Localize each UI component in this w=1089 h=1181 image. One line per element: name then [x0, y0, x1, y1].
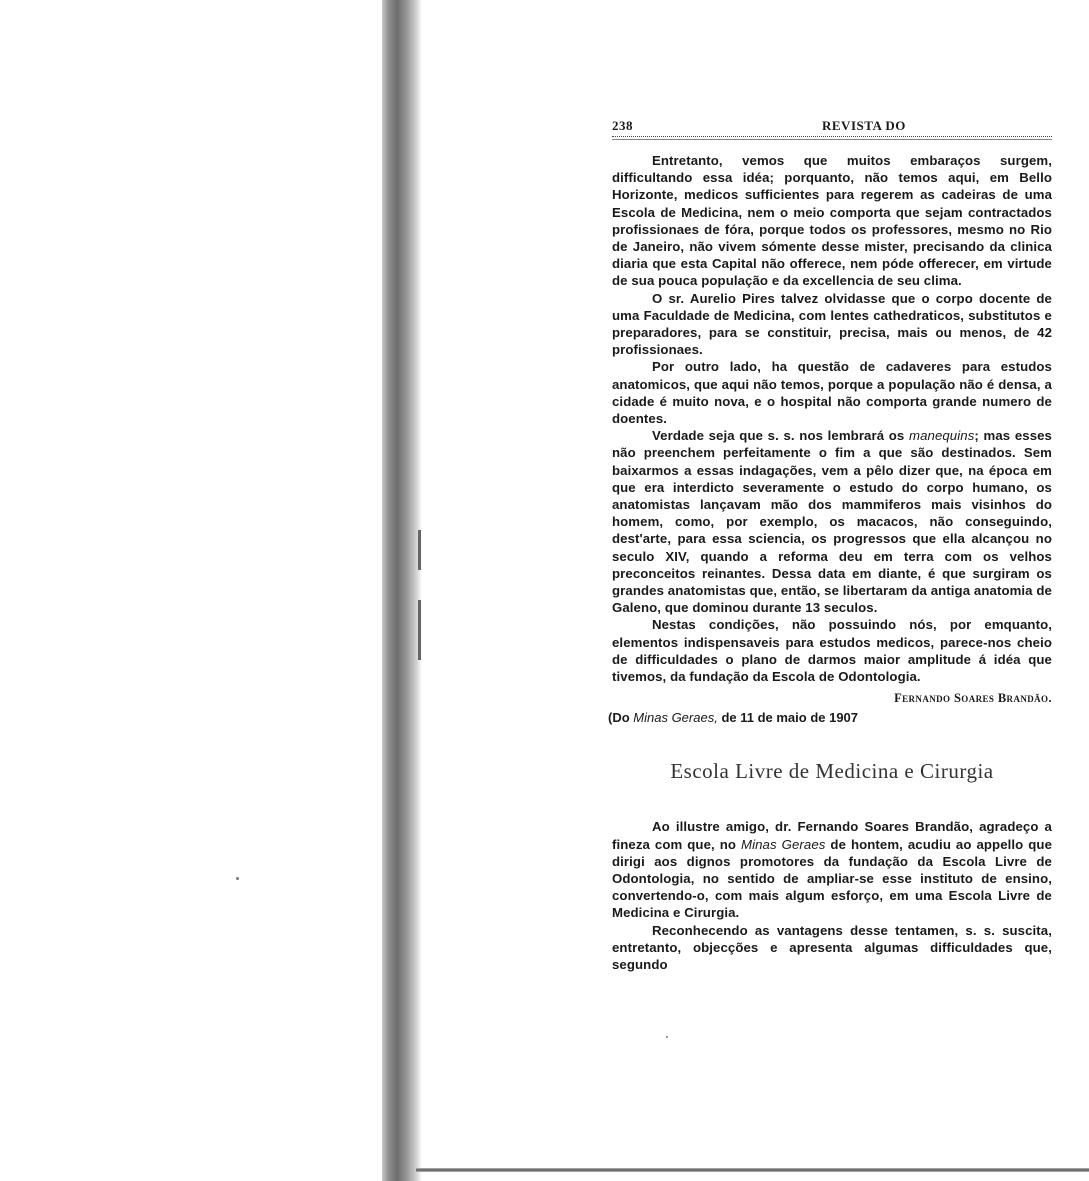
gutter-mark	[418, 600, 421, 660]
italic-term: Minas Geraes,	[633, 710, 718, 726]
header-rule	[612, 136, 1052, 140]
page-number: 238	[612, 118, 633, 133]
text-run: de hontem, acudiu ao appello que dirigi aos dignos promotores da fundação da Escola Livre de Odontologia, no sentido de ampliar-se esse instituto de ensino, convertendo-o, com mais algum esforço, em uma Escola Livre de Medicina e Cirurgia.	[612, 836, 1053, 921]
scan-speck	[666, 1036, 668, 1038]
source-citation	[608, 710, 1052, 725]
paragraph: Nestas condições, não possuindo nós, por emquanto, elementos indispensaveis para estudos medicos, parece-nos cheio de difficuldades o plano de darmos maior amplitude á idéa que tivemos, da fundação da Escola de Odontologia.	[612, 617, 1052, 685]
gutter-shadow	[416, 0, 422, 1181]
italic-term: manequins	[908, 428, 975, 444]
text-run: de 11 de maio de 1907	[717, 710, 859, 726]
book-page	[608, 116, 1053, 973]
paragraph: Por outro lado, ha questão de cadaveres para estudos anatomicos, que aqui não temos, porque a população não é densa, a cidade é muito nova, e o hospital não comporta grande numero de doentes.	[612, 359, 1052, 427]
section-title: Escola Livre de Medicina e Cirurgia	[670, 759, 994, 784]
text-run: (Do	[608, 710, 634, 726]
running-title: REVISTA DO	[822, 118, 906, 133]
italic-term: Minas Geraes	[741, 836, 826, 852]
running-header	[612, 116, 1052, 134]
scan-speck	[236, 877, 239, 880]
paragraph: O sr. Aurelio Pires talvez olvidasse que o corpo docente de uma Faculdade de Medicina, com lentes cathedraticos, substitutos e preparadores, para se constituir, precisa, mais ou menos, de 42 profissionaes.	[612, 290, 1052, 358]
paragraph: Reconhecendo as vantagens desse tentamen, s. s. suscita, entretanto, objecções e apresenta algumas difficuldades que, segundo	[612, 922, 1052, 972]
article-2	[612, 818, 1052, 973]
text-run: Verdade seja que s. s. nos lembrará os	[652, 428, 909, 444]
paragraph	[612, 427, 1052, 616]
text-run: Ao illustre amigo, dr. Fernando Soares Brandão, agradeço a fineza com que, no	[612, 819, 1052, 852]
paragraph: Entretanto, vemos que muitos embaraços surgem, difficultando essa idéa; porquanto, não temos aqui, em Bello Horizonte, medicos sufficientes para regerem as cadeiras de uma Escola de Medicina, nem o meio comporta que sejam contractados profissionaes de fóra, porque todos os professores, mesmo no Rio de Janeiro, não vivem sómente desse mister, precisando da clinica diaria que esta Capital não offerece, nem póde offerecer, em virtude de sua pouca população e da excellencia de seu clima.	[612, 153, 1052, 289]
text-run: ; mas esses não preenchem perfeitamente o fim a que são destinados. Sem baixarmos a essas indagações, vem a pêlo dizer que, na época em que era interdicto severamente o estudo do corpo humano, os anatomistas lançavam mão dos mammiferos mais visinhos do homem, como, por exemplo, os macacos, não conseguindo, dest'arte, para essa sciencia, os progressos que ella alcançou no seculo XIV, quando a reforma deu em terra com os velhos preconceitos reinantes. Dessa data em diante, é que surgiram os grandes anatomistas que, então, se libertaram da antiga anatomia de Galeno, que dominou durante 13 seculos.	[612, 428, 1052, 616]
article-1	[608, 152, 1052, 726]
book-gutter	[382, 0, 416, 1181]
author-signature: Fernando Soares Brandão.	[894, 691, 1052, 706]
paragraph	[612, 818, 1052, 921]
page-bottom-edge	[416, 1168, 1089, 1172]
gutter-mark	[418, 530, 421, 570]
